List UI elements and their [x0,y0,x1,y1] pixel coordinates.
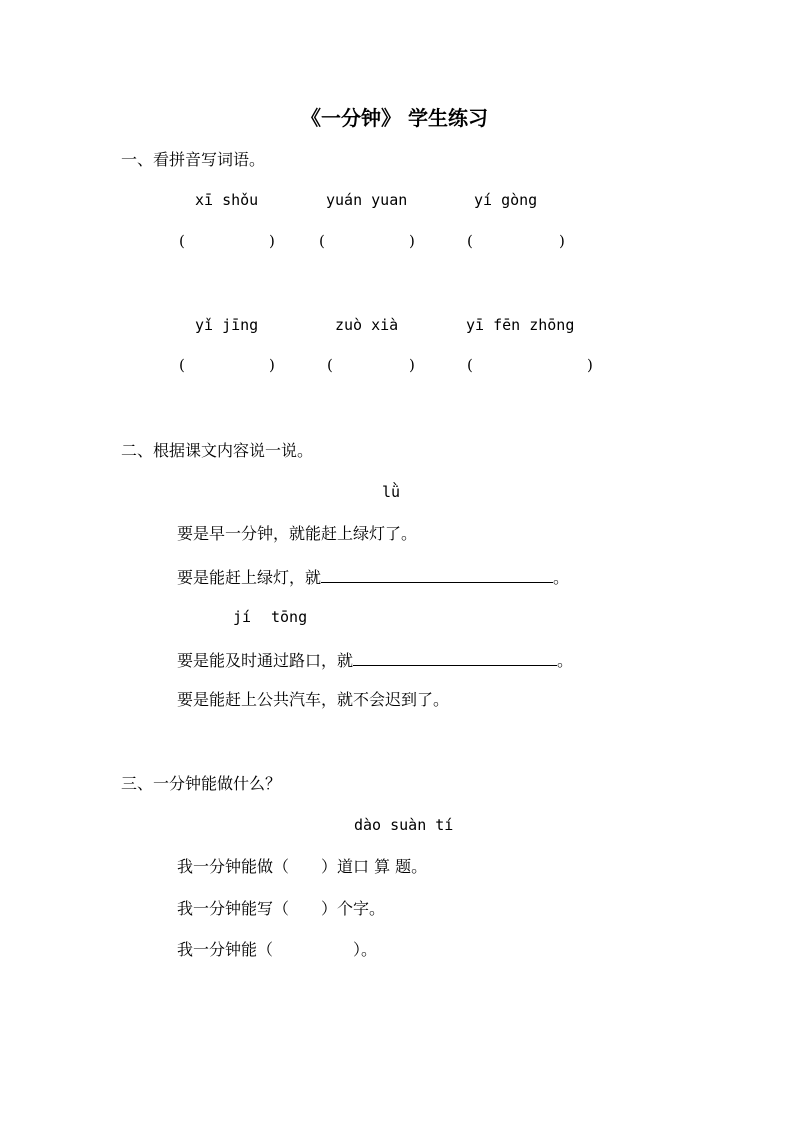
pinyin-yi-fen-zhong: yī fēn zhōng [466,316,575,334]
section-3-heading: 三、一分钟能做什么？ [121,774,282,793]
pinyin-yuan-yuan: yuán yuan [326,191,408,209]
pinyin-zuo-xia: zuò xià [335,316,399,334]
answer-blank-5-close: ) [409,356,415,374]
sentence-3 [177,651,573,669]
answer-blank-6-close: ) [587,356,593,374]
answer-blank-6-open: ( [467,356,473,374]
pinyin-ji: jí [233,608,252,626]
answer-blank-2-open: ( [319,232,325,250]
pinyin-xi-shou: xī shǒu [195,191,259,209]
fill-line-2[interactable] [353,651,557,666]
section-1-heading: 一、看拼音写词语。 [121,150,266,169]
sentence-2 [177,568,569,586]
sentence-2-suffix: 。 [553,568,570,587]
answer-blank-5-open: ( [327,356,333,374]
sentence-3-suffix: 。 [557,651,574,670]
page-title: 《一分钟》 学生练习 [301,106,488,130]
pinyin-yi-gong: yí gòng [474,191,538,209]
pinyin-dao-suan-ti: dào suàn tí [354,816,454,834]
question-2: 我一分钟能写（ ）个字。 [177,899,386,918]
answer-blank-1-open: ( [179,232,185,250]
question-1: 我一分钟能做（ ）道口 算 题。 [177,857,428,876]
pinyin-tong: tōng [271,608,308,626]
answer-blank-4-open: ( [179,356,185,374]
section-2-heading: 二、根据课文内容说一说。 [121,441,314,460]
question-3: 我一分钟能（ ）。 [177,940,378,959]
answer-blank-3-close: ) [559,232,565,250]
answer-blank-3-open: ( [467,232,473,250]
sentence-2-prefix: 要是能赶上绿灯，就 [177,568,322,587]
sentence-3-prefix: 要是能及时通过路口，就 [177,651,354,670]
fill-line-1[interactable] [321,568,553,583]
answer-blank-2-close: ) [409,232,415,250]
pinyin-yi-jing: yǐ jīng [195,316,259,334]
pinyin-lv: lǜ [382,483,401,501]
answer-blank-1-close: ) [269,232,275,250]
sentence-1: 要是早一分钟，就能赶上绿灯了。 [177,524,418,543]
answer-blank-4-close: ) [269,356,275,374]
sentence-4: 要是能赶上公共汽车，就不会迟到了。 [177,690,450,709]
